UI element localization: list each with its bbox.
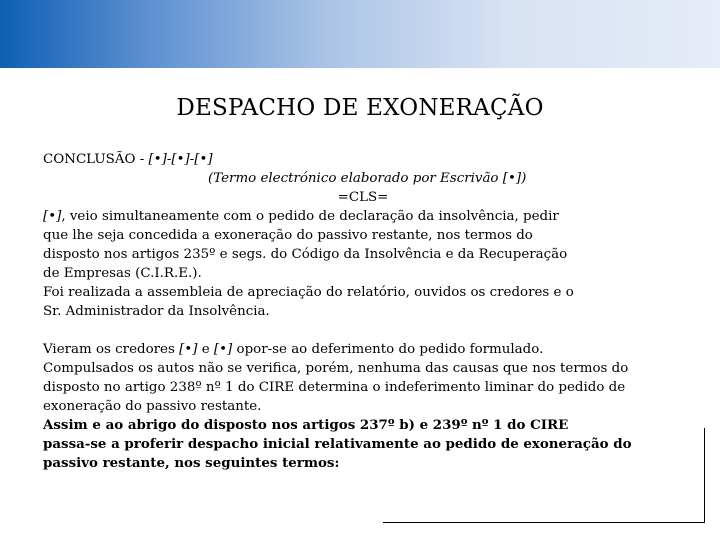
paragraph-2-line-3: disposto no artigo 238º nº 1 do CIRE determina o indeferimento liminar do pedido de [43,380,626,395]
paragraph-1-line-2: que lhe seja concedida a exoneração do passivo restante, nos termos do [43,228,533,243]
decorative-horizontal-rule [383,522,704,523]
conclusao-label: CONCLUSÃO - [43,152,149,167]
placeholder-bracket: [•] [43,209,62,224]
bold-line-2: passa-se a proferir despacho inicial relativamente ao pedido de exoneração do [43,436,632,452]
document-title: DESPACHO DE EXONERAÇÃO [176,95,544,121]
placeholder-bracket-b: [•] [213,342,233,357]
bold-line-1: Assim e ao abrigo do disposto nos artigos 237º b) e 239º nº 1 do CIRE [43,417,569,433]
paragraph-2-text-b: e [197,342,214,357]
paragraph-2-text-a: Vieram os credores [43,342,180,357]
paragraph-1-text: , veio simultaneamente com o pedido de declaração da insolvência, pedir [61,209,559,224]
paragraph-2-line-2: Compulsados os autos não se verifica, porém, nenhuma das causas que nos termos do [43,361,629,376]
placeholder-bracket-a: [•] [179,342,198,357]
termo-note: (Termo electrónico elaborado por Escrivão [•]) [208,171,527,186]
conclusao-line [43,150,683,169]
paragraph-2-text-c: opor-se ao deferimento do pedido formulado. [232,342,544,357]
document-body [43,150,683,473]
bold-line-3: passivo restante, nos seguintes termos: [43,455,340,471]
paragraph-1-line-1 [43,207,683,226]
paragraph-1-line-5: Foi realizada a assembleia de apreciação do relatório, ouvidos os credores e o [43,285,574,300]
decorative-vertical-rule [704,428,705,523]
header-gradient-band [0,0,720,68]
paragraph-1-line-6: Sr. Administrador da Insolvência. [43,304,270,319]
conclusao-value: [•]-[•]-[•] [148,152,213,167]
paragraph-gap [43,321,683,340]
paragraph-2-line-4: exoneração do passivo restante. [43,399,262,414]
paragraph-1-line-3: disposto nos artigos 235º e segs. do Código da Insolvência e da Recuperação [43,247,568,262]
cls-marker: =CLS= [337,190,389,205]
paragraph-1-line-4: de Empresas (C.I.R.E.). [43,266,202,281]
paragraph-2-line-1 [43,340,683,359]
